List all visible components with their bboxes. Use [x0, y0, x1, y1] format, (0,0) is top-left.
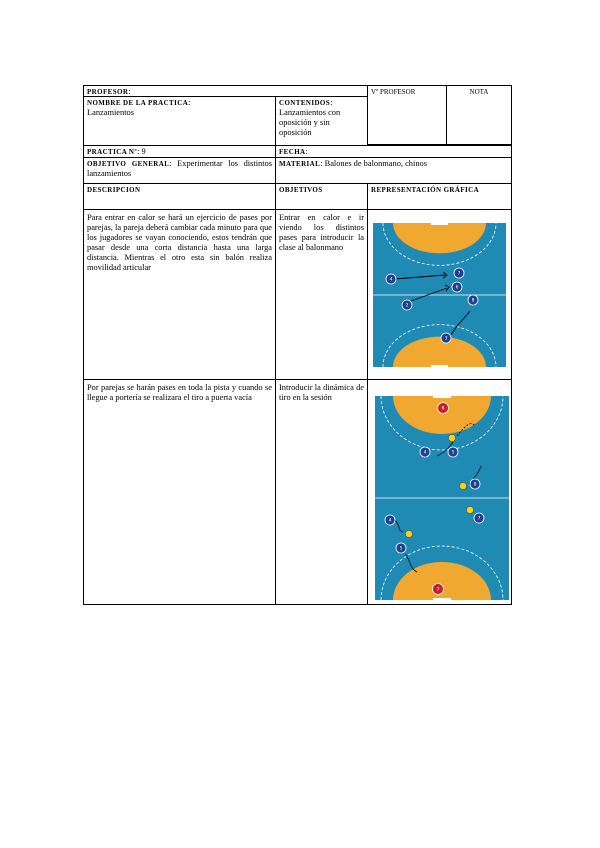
numero-label: PRACTICA Nº: [87, 148, 138, 156]
player-4-top-number: 4: [423, 450, 427, 456]
exercise-1-descripcion: Para entrar en calor se hará un ejercicio de pases por parejas, la pareja deberá cambiar cada minuto para que los jugadores se vayan conociendo, estos tendrán que pasar desde una corta distancia hasta una larga distancia. Mientras el otro esta sin balón realiza movilidad articular: [83, 209, 276, 380]
exercise-2-objetivos: Introducir la dinámica de tiro en la sesión: [275, 379, 368, 605]
material-value: : Balones de balonmano, chinos: [320, 159, 427, 168]
contenidos-value: Lanzamientos con oposición y sin oposición: [279, 108, 341, 137]
nota-cell: [446, 85, 512, 145]
player-2-number: 2: [405, 303, 409, 309]
exercise-2-court: [375, 396, 509, 600]
nombre-cell: [83, 96, 276, 146]
nombre-value: Lanzamientos: [87, 108, 134, 117]
exercise-1-diagram-cell: [367, 209, 512, 380]
objetivos-heading: OBJETIVOS: [275, 183, 368, 210]
objetivo-general-value: : Experimentar los distintos lanzamientos: [87, 159, 272, 178]
exercise-2-diagram-cell: [367, 379, 512, 605]
profesor-value: :: [128, 87, 131, 96]
player-8-number: 8: [473, 482, 477, 488]
player-4-number: 4: [389, 277, 393, 283]
contenidos-cell: [275, 96, 368, 146]
exercise-1-objetivos: Entrar en calor e ir viendo los distintos pases para introducir la clase al balonmano: [275, 209, 368, 380]
ball-icon: [448, 434, 455, 441]
nombre-label: NOMBRE DE LA PRACTICA: [87, 99, 189, 107]
goalkeeper-bottom-number: 7: [436, 587, 440, 593]
descripcion-heading: DESCRIPCION: [83, 183, 276, 210]
ball-icon: [466, 506, 473, 513]
player-7-number: 7: [457, 271, 461, 277]
objetivo-general-cell: [83, 157, 276, 184]
player-6-number: 6: [455, 285, 459, 291]
player-4-bottom-number: 4: [388, 518, 392, 524]
material-label: MATERIAL: [279, 160, 321, 168]
nombre-sep: :: [188, 98, 191, 107]
vb-profesor-label: Vº PROFESOR: [371, 88, 416, 96]
ball-icon: [459, 482, 466, 489]
player-3-number: 3: [444, 336, 448, 342]
numero-value: : 9: [137, 147, 146, 156]
profesor-label: PROFESOR: [87, 88, 129, 96]
player-7-mid-number: 7: [477, 516, 481, 522]
representacion-heading: REPRESENTACIÓN GRÁFICA: [367, 183, 512, 210]
player-5-top-number: 5: [451, 450, 455, 456]
ball-icon: [405, 530, 412, 537]
contenidos-sep: :: [330, 98, 333, 107]
fecha-label: FECHA: [279, 148, 306, 156]
goalkeeper-top-number: 6: [441, 406, 445, 412]
exercise-2-descripcion: Por parejas se harán pases en toda la pista y cuando se llegue a portería se realizara el tiro a puerta vacía: [83, 379, 276, 605]
practice-sheet: [83, 85, 512, 605]
player-8-number: 8: [471, 298, 475, 304]
player-5-bottom-number: 5: [399, 546, 403, 552]
contenidos-label: CONTENIDOS: [279, 99, 331, 107]
exercise-1-court: [373, 223, 506, 367]
nota-label: NOTA: [469, 88, 489, 96]
objetivo-general-label: OBJETIVO GENERAL: [87, 160, 170, 168]
vb-profesor-cell: [367, 85, 447, 145]
material-cell: [275, 157, 512, 184]
fecha-value: :: [305, 147, 308, 156]
